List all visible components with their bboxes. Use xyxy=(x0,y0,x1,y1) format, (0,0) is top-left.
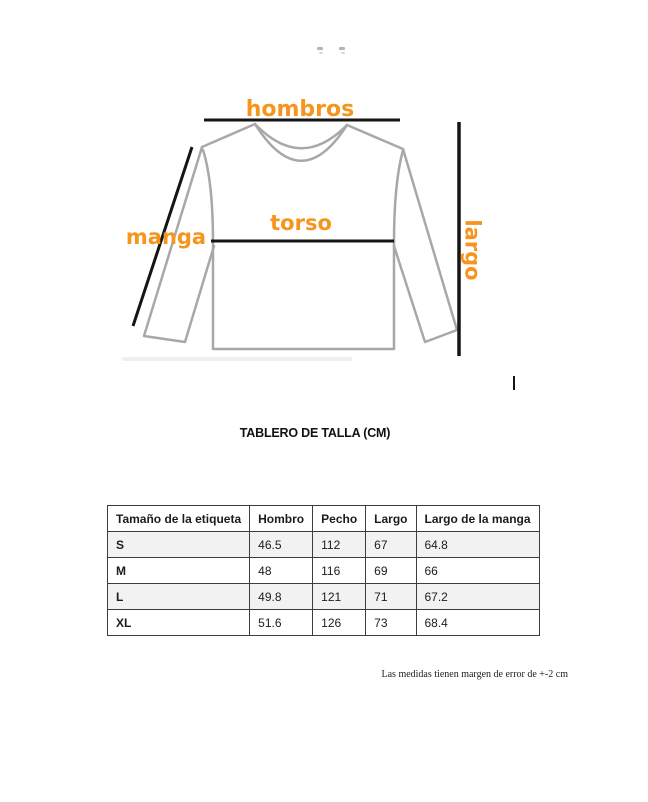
cell-pecho: 121 xyxy=(313,584,366,610)
cell-largo: 71 xyxy=(366,584,416,610)
cell-size: M xyxy=(108,558,250,584)
right-sleeve xyxy=(394,149,457,342)
cell-pecho: 112 xyxy=(313,532,366,558)
cell-hombro: 48 xyxy=(250,558,313,584)
size-chart-table-container xyxy=(107,505,540,636)
cell-manga: 66 xyxy=(416,558,539,584)
cell-manga: 64.8 xyxy=(416,532,539,558)
cell-hombro: 51.6 xyxy=(250,610,313,636)
label-shoulders: hombros xyxy=(245,97,355,122)
column-header-pecho: Pecho xyxy=(313,506,366,532)
label-sleeve: manga xyxy=(125,225,207,249)
right-shoulder-seam xyxy=(347,125,403,149)
table-row-xl xyxy=(108,610,540,636)
table-row-s xyxy=(108,532,540,558)
garment-body xyxy=(203,150,403,349)
cell-hombro: 49.8 xyxy=(250,584,313,610)
left-shoulder-seam xyxy=(202,124,255,147)
cell-manga: 67.2 xyxy=(416,584,539,610)
column-header-largo: Largo xyxy=(366,506,416,532)
table-row-m xyxy=(108,558,540,584)
top-artifact-speck-left xyxy=(319,52,323,54)
column-header-manga: Largo de la manga xyxy=(416,506,539,532)
cell-size: L xyxy=(108,584,250,610)
table-header-row xyxy=(108,506,540,532)
cell-hombro: 46.5 xyxy=(250,532,313,558)
top-artifact-dash-left xyxy=(317,47,323,50)
cell-largo: 69 xyxy=(366,558,416,584)
tolerance-note: Las medidas tienen margen de error de +-2 cm xyxy=(381,669,568,680)
label-length: largo xyxy=(460,219,485,281)
column-header-size: Tamaño de la etiqueta xyxy=(108,506,250,532)
cell-largo: 67 xyxy=(366,532,416,558)
table-row-l xyxy=(108,584,540,610)
cell-manga: 68.4 xyxy=(416,610,539,636)
hem-shadow xyxy=(122,357,352,361)
cell-size: S xyxy=(108,532,250,558)
collar-inner-curve xyxy=(255,124,347,161)
top-artifact-dash-right xyxy=(339,47,345,50)
top-artifact-speck-right xyxy=(341,52,345,54)
size-chart-table xyxy=(107,505,540,636)
label-torso: torso xyxy=(270,211,332,235)
cell-pecho: 126 xyxy=(313,610,366,636)
cell-size: XL xyxy=(108,610,250,636)
cell-largo: 73 xyxy=(366,610,416,636)
cell-pecho: 116 xyxy=(313,558,366,584)
size-chart-title: TABLERO DE TALLA (CM) xyxy=(239,426,391,440)
column-header-hombro: Hombro xyxy=(250,506,313,532)
